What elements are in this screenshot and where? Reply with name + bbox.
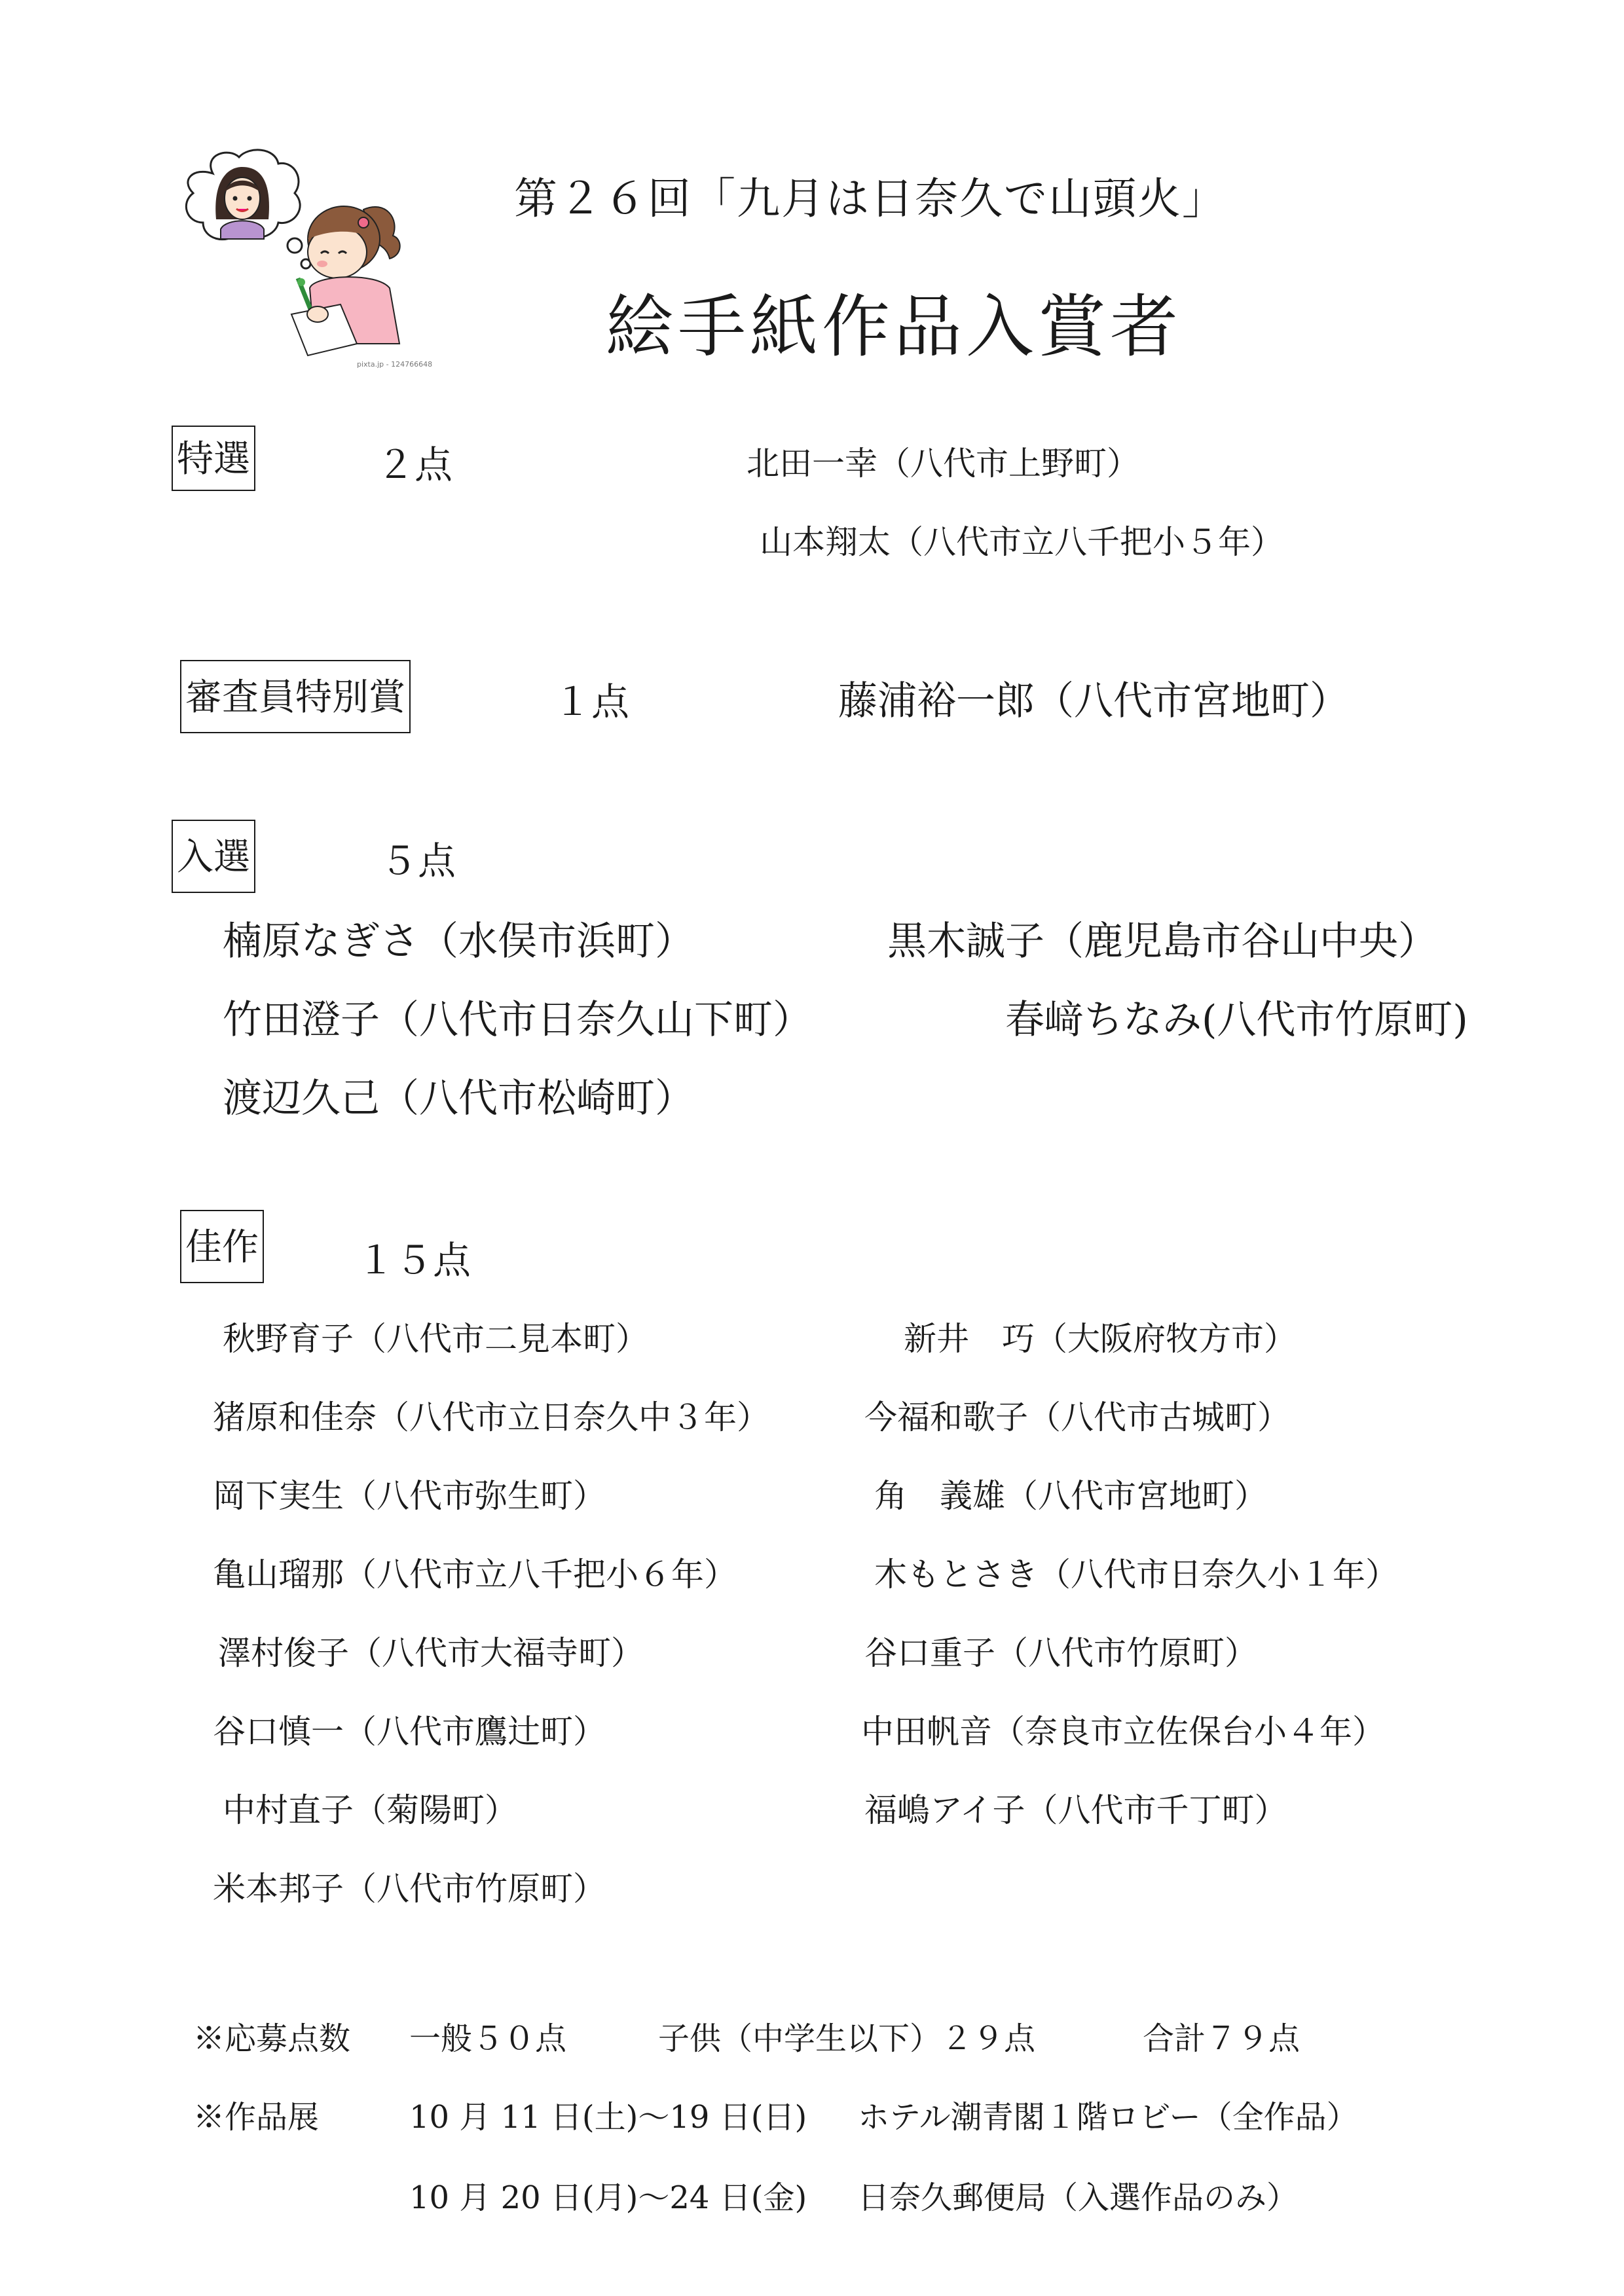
nyusen-label: 入選 <box>172 820 255 893</box>
kasaku-winner-14: 福嶋アイ子（八代市千丁町） <box>864 1791 1287 1829</box>
kasaku-winner-4: 今福和歌子（八代市古城町） <box>864 1398 1290 1436</box>
kasaku-winner-7: 亀山瑠那（八代市立八千把小６年） <box>213 1556 737 1594</box>
exhibit1-dates: 10 月 11 日(土)〜19 日(日) <box>409 2099 807 2136</box>
nyusen-winner-4: 春﨑ちなみ(八代市竹原町) <box>1005 997 1468 1043</box>
girl-writing-letter-illustration <box>167 147 442 373</box>
tokusen-label: 特選 <box>172 426 255 491</box>
kasaku-winner-2: 新井 巧（大阪府牧方市） <box>904 1320 1297 1358</box>
page-title: 絵手紙作品入賞者 <box>606 287 1183 367</box>
entries-children: 子供（中学生以下）２９点 <box>658 2020 1036 2057</box>
shinsain-winner-1: 藤浦裕一郎（八代市宮地町） <box>838 678 1349 724</box>
kasaku-label: 佳作 <box>180 1210 264 1283</box>
nyusen-winner-2: 黒木誠子（鹿児島市谷山中央） <box>887 919 1437 964</box>
nyusen-winner-1: 楠原なぎさ（水俣市浜町） <box>223 919 694 964</box>
kasaku-winner-12: 中田帆音（奈良市立佐保台小４年） <box>861 1713 1385 1751</box>
tokusen-winner-2: 山本翔太（八代市立八千把小５年） <box>760 523 1283 561</box>
kasaku-winner-5: 岡下実生（八代市弥生町） <box>213 1477 606 1515</box>
kasaku-winner-13: 中村直子（菊陽町） <box>223 1791 517 1829</box>
kasaku-winner-8: 木もとさき（八代市日奈久小１年） <box>874 1556 1398 1594</box>
nyusen-count: ５点 <box>380 839 456 883</box>
entries-general: 一般５０点 <box>409 2020 567 2057</box>
exhibit2-dates: 10 月 20 日(月)〜24 日(金) <box>409 2179 807 2216</box>
writing-girl-icon <box>291 206 400 355</box>
entries-total: 合計７９点 <box>1143 2020 1301 2057</box>
kasaku-winner-9: 澤村俊子（八代市大福寺町） <box>218 1634 644 1672</box>
kasaku-winner-6: 角 義雄（八代市宮地町） <box>874 1477 1267 1515</box>
exhibit1-place: ホテル潮青閣１階ロビー（全作品） <box>858 2099 1358 2136</box>
shinsain-count: １点 <box>553 680 630 724</box>
kasaku-winner-10: 谷口重子（八代市竹原町） <box>864 1634 1257 1672</box>
entries-label: ※応募点数 <box>193 2020 351 2057</box>
exhibit2-place: 日奈久郵便局（入選作品のみ） <box>858 2179 1299 2216</box>
kasaku-winner-11: 谷口慎一（八代市鷹辻町） <box>213 1713 606 1751</box>
kasaku-winner-15: 米本邦子（八代市竹原町） <box>213 1870 606 1908</box>
thought-bubble-icon <box>186 150 310 268</box>
exhibit-label: ※作品展 <box>193 2099 320 2136</box>
nyusen-winner-5: 渡辺久己（八代市松崎町） <box>223 1076 694 1121</box>
illustration-caption: pixta.jp - 124766648 <box>357 360 433 369</box>
shinsain-label: 審査員特別賞 <box>180 660 411 733</box>
kasaku-winner-1: 秋野育子（八代市二見本町） <box>223 1320 648 1358</box>
tokusen-winner-1: 北田一幸（八代市上野町） <box>747 445 1139 483</box>
nyusen-winner-3: 竹田澄子（八代市日奈久山下町） <box>223 997 812 1043</box>
kasaku-winner-3: 猪原和佳奈（八代市立日奈久中３年） <box>213 1398 769 1436</box>
kasaku-count: １５点 <box>357 1238 471 1283</box>
page-subtitle: 第２６回「九月は日奈久で山頭火」 <box>514 173 1227 224</box>
tokusen-count: ２点 <box>377 443 453 487</box>
